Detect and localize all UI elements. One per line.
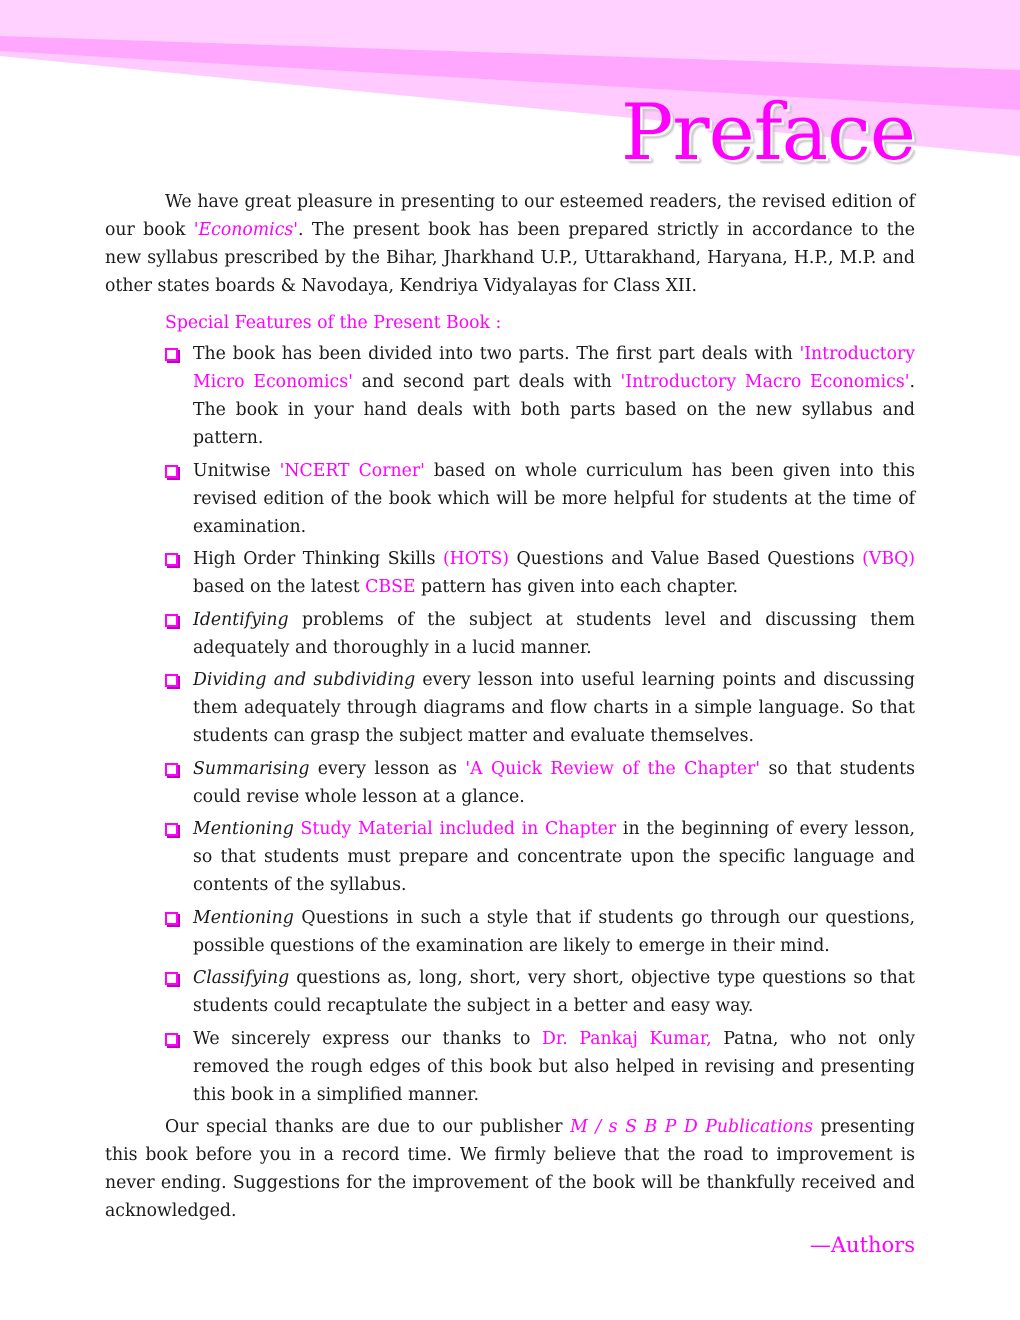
feature-highlight: 'Introductory Micro Economics' <box>193 344 915 392</box>
feature-text: Unitwise <box>193 460 280 481</box>
feature-emphasis: Identifying <box>193 609 289 630</box>
feature-highlight: Study Material included in Chapter <box>300 819 617 839</box>
feature-highlight: 'Introductory Macro Economics' <box>620 372 910 392</box>
feature-text: every lesson into useful learning points and discussing them adequately through diagrams and flow charts in a simple language. So that students can grasp the subject matter and evaluate themselves. <box>193 670 915 746</box>
feature-text: High Order Thinking Skills <box>193 549 443 569</box>
feature-item <box>193 666 915 750</box>
checkbox-bullet-icon <box>165 763 178 776</box>
feature-emphasis: Summarising <box>193 758 310 779</box>
checkbox-bullet-icon <box>165 972 178 985</box>
checkbox-bullet-icon <box>165 614 178 627</box>
intro-text-end: . The present book has been prepared strictly in accordance to the new syllabus prescribed by the Bihar, Jharkhand U.P., Uttarakhand, Haryana, H.P., M.P. and other states boards & Navodaya, Kendriya Vidyalayas for Class XII. <box>105 220 915 296</box>
feature-text: We sincerely express our thanks to <box>193 1028 543 1049</box>
checkbox-bullet-icon <box>165 348 178 361</box>
feature-text: and second part deals with <box>352 372 621 392</box>
feature-text: problems of the subject at students level and discussing them adequately and thoroughly in a lucid manner. <box>193 609 915 658</box>
feature-text: questions as, long, short, very short, objective type questions so that students could recaptulate the subject in a better and easy way. <box>193 968 915 1016</box>
feature-item <box>193 964 915 1020</box>
feature-text: based on whole curriculum has been given into this revised edition of the book which will be more helpful for students at the time of examination. <box>193 460 916 537</box>
feature-item <box>193 1025 915 1109</box>
feature-highlight: 'NCERT Corner' <box>279 460 425 481</box>
feature-text: Questions and Value Based Questions <box>509 549 863 569</box>
intro-text: We have great pleasure in presenting to our esteemed readers, the revised edition of our book <box>105 192 915 240</box>
feature-text: Questions in such a style that if students go through our questions, possible questions of the examination are likely to emerge in their mind. <box>193 907 915 956</box>
feature-item <box>193 457 915 541</box>
feature-item <box>193 815 915 899</box>
feature-item <box>193 755 915 811</box>
closing-text-end: presenting this book before you in a record time. We firmly believe that the road to improvement is never ending. Suggestions for the improvement of the book will be thankfully received and acknowledged. <box>105 1117 915 1221</box>
feature-text: based on the latest <box>193 577 366 597</box>
checkbox-bullet-icon <box>165 553 178 566</box>
page-title: Preface <box>620 88 915 178</box>
feature-highlight: (VBQ) <box>862 549 915 569</box>
feature-text: . The book in your hand deals with both parts based on the new syllabus and pattern. <box>193 372 915 448</box>
feature-text: pattern has given into each chapter. <box>415 577 738 597</box>
intro-paragraph <box>105 188 915 300</box>
feature-item <box>193 904 915 960</box>
checkbox-bullet-icon <box>165 912 178 925</box>
feature-emphasis: Mentioning <box>193 819 294 839</box>
publisher-name: M / s S B P D Publications <box>570 1117 814 1137</box>
features-list <box>105 340 915 1109</box>
checkbox-bullet-icon <box>165 674 178 687</box>
feature-item <box>193 340 915 452</box>
closing-text: Our special thanks are due to our publisher <box>165 1117 571 1137</box>
checkbox-bullet-icon <box>165 465 178 478</box>
feature-item <box>193 545 915 601</box>
feature-text: in the beginning of every lesson, so that students must prepare and concentrate upon the specific language and contents of the syllabus. <box>193 819 915 895</box>
checkbox-bullet-icon <box>165 823 178 836</box>
feature-text: every lesson as <box>309 758 466 779</box>
feature-highlight: Dr. Pankaj Kumar, <box>542 1028 712 1049</box>
feature-text: so that students could revise whole lesson at a glance. <box>193 758 915 807</box>
feature-item <box>193 606 915 662</box>
feature-highlight: (HOTS) <box>442 549 510 569</box>
book-name: 'Economics' <box>193 220 298 240</box>
feature-highlight: 'A Quick Review of the Chapter' <box>465 758 761 779</box>
checkbox-bullet-icon <box>165 1033 178 1046</box>
feature-text: The book has been divided into two parts. The first part deals with <box>193 344 800 364</box>
closing-paragraph <box>105 1113 915 1225</box>
features-heading: Special Features of the Present Book : <box>165 313 502 333</box>
feature-text: Patna, who not only removed the rough edges of this book but also helped in revising and presenting this book in a simplified manner. <box>193 1028 915 1105</box>
feature-emphasis: Mentioning <box>193 907 294 928</box>
feature-text <box>294 819 301 839</box>
feature-emphasis: Dividing and subdividing <box>193 670 416 690</box>
preface-body <box>105 188 915 1259</box>
authors-signature: —Authors <box>809 1233 915 1257</box>
feature-emphasis: Classifying <box>193 968 290 988</box>
feature-highlight: CBSE <box>365 577 416 597</box>
